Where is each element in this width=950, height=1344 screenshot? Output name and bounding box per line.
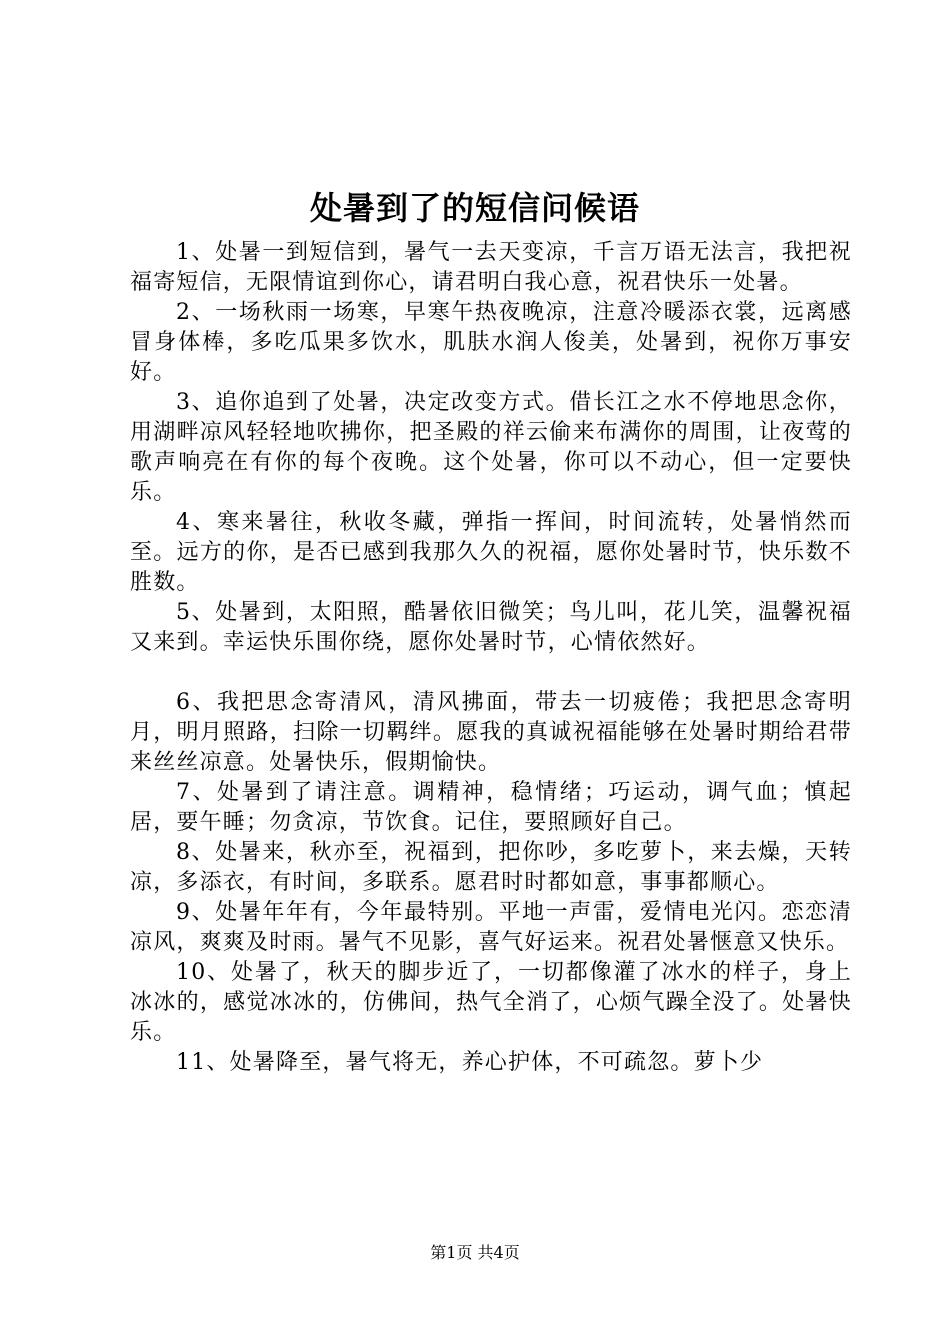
paragraph-5: 5、处暑到，太阳照，酷暑依旧微笑；鸟儿叫，花儿笑，温馨祝福又来到。幸运快乐围你绕，愿你处暑时节，心情依然好。 <box>130 600 852 655</box>
page-footer: 第1页 共4页 <box>430 1243 520 1262</box>
paragraph-2: 2、一场秋雨一场寒，早寒午热夜晚凉，注意冷暖添衣裳，远离感冒身体棒，多吃瓜果多饮水，肌肤水润人俊美，处暑到，祝你万事安好。 <box>130 300 852 385</box>
paragraph-10: 10、处暑了，秋天的脚步近了，一切都像灌了冰水的样子，身上冰冰的，感觉冰冰的，仿佛间，热气全消了，心烦气躁全没了。处暑快乐。 <box>130 960 852 1045</box>
paragraph-11: 11、处暑降至，暑气将无，养心护体，不可疏忽。萝卜少 <box>176 1050 764 1075</box>
page-title: 处暑到了的短信问候语 <box>309 189 640 227</box>
paragraph-4: 4、寒来暑往，秋收冬藏，弹指一挥间，时间流转，处暑悄然而至。远方的你，是否已感到我那久久的祝福，愿你处暑时节，快乐数不胜数。 <box>130 510 852 595</box>
paragraph-8: 8、处暑来，秋亦至，祝福到，把你吵，多吃萝卜，来去燥，天转凉，多添衣，有时间，多联系。愿君时时都如意，事事都顺心。 <box>130 840 852 895</box>
paragraph-1: 1、处暑一到短信到，暑气一去天变凉，千言万语无法言，我把祝福寄短信，无限情谊到你心，请君明白我心意，祝君快乐一处暑。 <box>130 240 852 295</box>
paragraph-6: 6、我把思念寄清风，清风拂面，带去一切疲倦；我把思念寄明月，明月照路，扫除一切羁绊。愿我的真诚祝福能够在处暑时期给君带来丝丝凉意。处暑快乐，假期愉快。 <box>130 690 852 775</box>
document-body <box>130 238 852 1078</box>
paragraph-7: 7、处暑到了请注意。调精神，稳情绪；巧运动，调气血；慎起居，要午睡；勿贪凉，节饮食。记住，要照顾好自己。 <box>130 780 852 835</box>
paragraph-3: 3、追你追到了处暑，决定改变方式。借长江之水不停地思念你，用湖畔凉风轻轻地吹拂你，把圣殿的祥云偷来布满你的周围，让夜莺的歌声响亮在有你的每个夜晚。这个处暑，你可以不动心，但一定要快乐。 <box>130 390 852 505</box>
paragraph-9: 9、处暑年年有，今年最特别。平地一声雷，爱情电光闪。恋恋清凉风，爽爽及时雨。暑气不见影，喜气好运来。祝君处暑惬意又快乐。 <box>130 900 852 955</box>
